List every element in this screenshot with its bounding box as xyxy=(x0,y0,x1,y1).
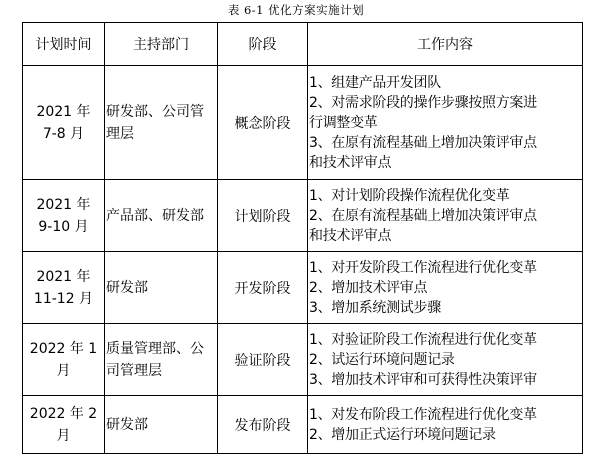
cell-stage: 概念阶段 xyxy=(218,66,308,180)
cell-plan-time xyxy=(23,396,105,454)
table-row xyxy=(23,324,583,396)
header-department: 主持部门 xyxy=(105,23,218,66)
content-line: 1、对发布阶段工作流程进行优化变革 xyxy=(309,406,537,423)
department-line: 研发部 xyxy=(106,416,148,433)
content-line: 2、试运行环境问题记录 xyxy=(309,351,455,368)
time-line: 2022 年 1 月 xyxy=(29,340,98,379)
content-line: 2、增加技术评审点 xyxy=(309,279,428,296)
cell-plan-time xyxy=(23,180,105,252)
time-line: 2021 年 xyxy=(36,268,91,285)
content-line: 2、增加正式运行环境问题记录 xyxy=(309,426,496,443)
header-stage: 阶段 xyxy=(218,23,308,66)
content-line: 和技术评审点 xyxy=(309,227,392,244)
cell-plan-time xyxy=(23,66,105,180)
time-line: 7-8 月 xyxy=(42,125,85,142)
cell-department xyxy=(105,324,218,396)
time-line: 9-10 月 xyxy=(38,218,89,235)
content-line: 3、增加技术评审和可获得性决策评审 xyxy=(309,371,537,388)
cell-stage: 计划阶段 xyxy=(218,180,308,252)
time-line: 11-12 月 xyxy=(33,290,94,307)
table-row xyxy=(23,66,583,180)
page-crop-edge xyxy=(0,455,592,459)
time-line: 2021 年 xyxy=(36,103,91,120)
content-line: 3、在原有流程基础上增加决策评审点 xyxy=(309,134,537,151)
content-line: 1、组建产品开发团队 xyxy=(309,74,441,91)
header-plan-time: 计划时间 xyxy=(23,23,105,66)
content-line: 1、对开发阶段工作流程进行优化变革 xyxy=(309,259,537,276)
table-row xyxy=(23,396,583,454)
department-line: 研发部、公司管 xyxy=(106,103,204,120)
content-line: 1、对计划阶段操作流程优化变革 xyxy=(309,187,510,204)
cell-work-content xyxy=(308,180,583,252)
department-line: 司管理层 xyxy=(106,362,162,379)
department-line: 研发部 xyxy=(106,279,148,296)
cell-work-content xyxy=(308,66,583,180)
time-line: 2022 年 2 月 xyxy=(29,405,98,444)
cell-stage: 验证阶段 xyxy=(218,324,308,396)
cell-plan-time xyxy=(23,252,105,324)
content-line: 和技术评审点 xyxy=(309,154,392,171)
table-row xyxy=(23,180,583,252)
header-work-content: 工作内容 xyxy=(308,23,583,66)
content-line: 行调整变革 xyxy=(309,114,378,131)
cell-department xyxy=(105,252,218,324)
time-line: 2021 年 xyxy=(36,196,91,213)
department-line: 质量管理部、公 xyxy=(106,340,204,357)
implementation-plan-table xyxy=(22,22,583,454)
content-line: 1、对验证阶段工作流程进行优化变革 xyxy=(309,331,537,348)
content-line: 2、对需求阶段的操作步骤按照方案进 xyxy=(309,94,537,111)
content-line: 2、在原有流程基础上增加决策评审点 xyxy=(309,207,537,224)
cell-department xyxy=(105,180,218,252)
cell-work-content xyxy=(308,252,583,324)
cell-stage: 开发阶段 xyxy=(218,252,308,324)
department-line: 理层 xyxy=(106,125,134,142)
cell-stage: 发布阶段 xyxy=(218,396,308,454)
table-row xyxy=(23,252,583,324)
table-header-row xyxy=(23,23,583,66)
cell-work-content xyxy=(308,396,583,454)
department-line: 产品部、研发部 xyxy=(106,207,204,224)
content-line: 3、增加系统测试步骤 xyxy=(309,299,441,316)
table-caption: 表 6-1 优化方案实施计划 xyxy=(227,3,365,17)
cell-department xyxy=(105,396,218,454)
cell-department xyxy=(105,66,218,180)
cell-plan-time xyxy=(23,324,105,396)
cell-work-content xyxy=(308,324,583,396)
